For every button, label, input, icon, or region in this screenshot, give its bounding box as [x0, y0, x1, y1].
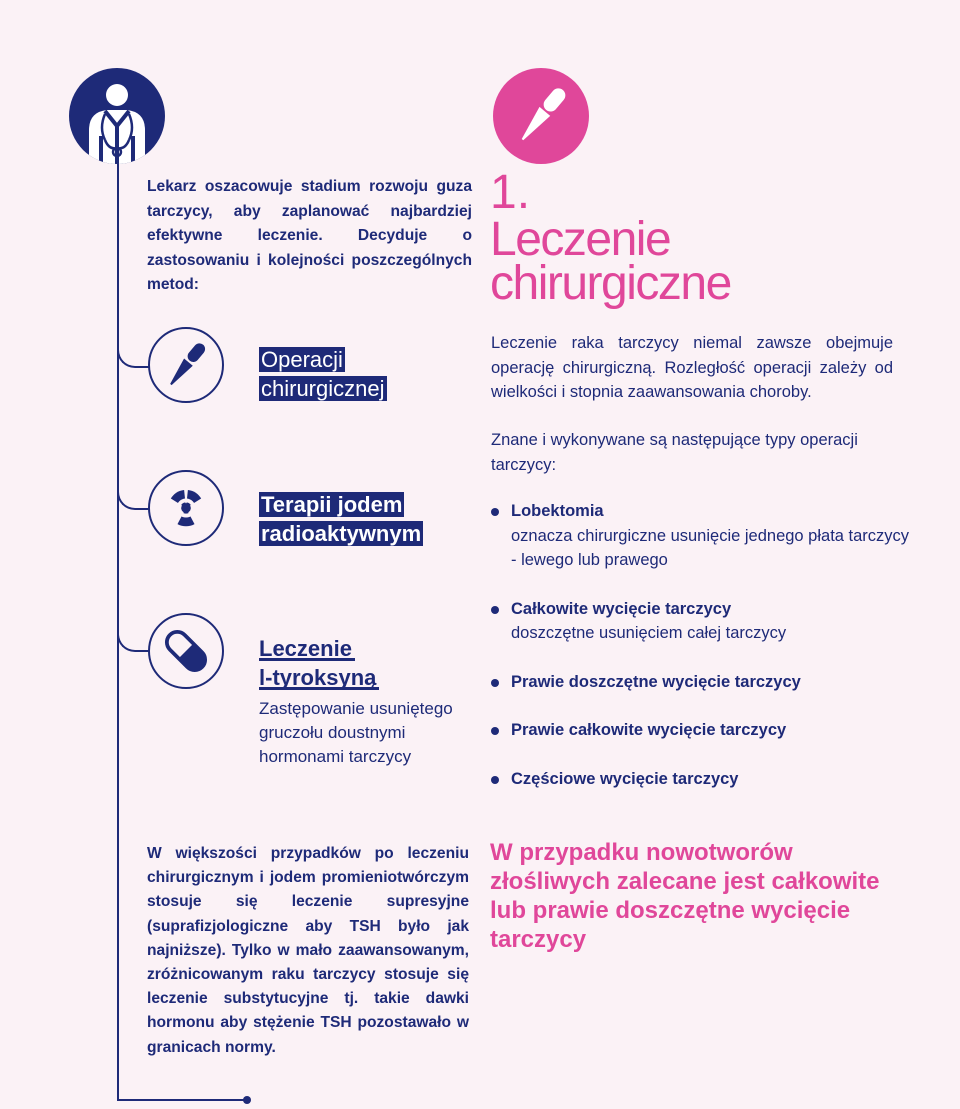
section-number: 1. [490, 166, 531, 219]
timeline-branch [117, 484, 151, 510]
section-paragraph-1: Leczenie raka tarczycy niemal zawsze obejmuje operację chirurgiczną. Rozległość operacji zależy od wielkości i stopnia zaawansowania choroby. [491, 334, 893, 401]
surgery-type-desc: oznacza chirurgiczne usunięcie jednego płata tarczycy - lewego lub prawego [511, 526, 910, 569]
radiation-icon [148, 470, 224, 546]
method-radioiodine-line2: radioaktywnym [261, 521, 422, 546]
timeline-branch [117, 626, 151, 652]
surgery-type-desc: doszczętne usunięciem całej tarczycy [511, 624, 787, 642]
timeline-end-dot [243, 1096, 251, 1104]
list-item [491, 499, 911, 573]
method-levothyroxine-line2: l-tyroksyną [259, 665, 379, 690]
surgery-type-name: Częściowe wycięcie tarczycy [511, 769, 739, 788]
surgery-types-list [491, 499, 911, 791]
method-radioiodine [259, 490, 423, 548]
method-surgery-line1: Operacji [261, 347, 343, 372]
list-item [491, 767, 911, 792]
list-item [491, 670, 911, 695]
method-levothyroxine-description: Zastępowanie usuniętego gruczołu doustnymi hormonami tarczycy [259, 699, 453, 766]
surgery-type-name: Prawie doszczętne wycięcie tarczycy [511, 672, 801, 691]
surgery-type-name: Lobektomia [511, 502, 604, 520]
pill-capsule-icon [148, 613, 224, 689]
doctor-with-stethoscope-icon [69, 68, 165, 164]
method-levothyroxine [259, 634, 379, 692]
surgery-type-name: Prawie całkowite wycięcie tarczycy [511, 721, 787, 739]
section-title-line1: Leczenie [490, 213, 671, 266]
scalpel-icon [148, 327, 224, 403]
surgery-type-name: Całkowite wycięcie tarczycy [511, 599, 732, 618]
suppressive-therapy-note: W większości przypadków po leczeniu chirurgicznym i jodem promieniotwórczym stosuje się leczenie supresyjne (suprafizjologiczne aby TSH było jak najniższe). Tylko w mało zaawansowanym, zróżnicowanym raku tarczycy stosuje się leczenie substytucyjne tj. takie dawki hormonu aby stężenie TSH pozostawało w granicach normy. [147, 845, 469, 1056]
section-title-line2: chirurgiczne [490, 257, 731, 310]
timeline-branch [117, 342, 151, 368]
list-item [491, 597, 911, 646]
timeline-end-line [117, 1099, 247, 1101]
section-paragraph-2: Znane i wykonywane są następujące typy operacji tarczycy: [491, 431, 858, 474]
recommendation-callout: W przypadku nowotworów złośliwych zalecane jest całkowite lub prawie doszczętne wycięcie tarczycy [490, 839, 880, 953]
intro-text: Lekarz oszacowuje stadium rozwoju guza tarczycy, aby zaplanować najbardziej efektywne leczenie. Decyduje o zastosowaniu i kolejności poszczególnych metod: [147, 178, 472, 293]
section-title [490, 213, 731, 310]
method-radioiodine-line1: Terapii jodem [261, 492, 403, 517]
list-item [491, 718, 911, 743]
method-surgery-line2: chirurgicznej [261, 376, 385, 401]
method-levothyroxine-line1: Leczenie [259, 636, 355, 661]
scalpel-icon [493, 68, 589, 164]
method-surgery [259, 345, 387, 403]
